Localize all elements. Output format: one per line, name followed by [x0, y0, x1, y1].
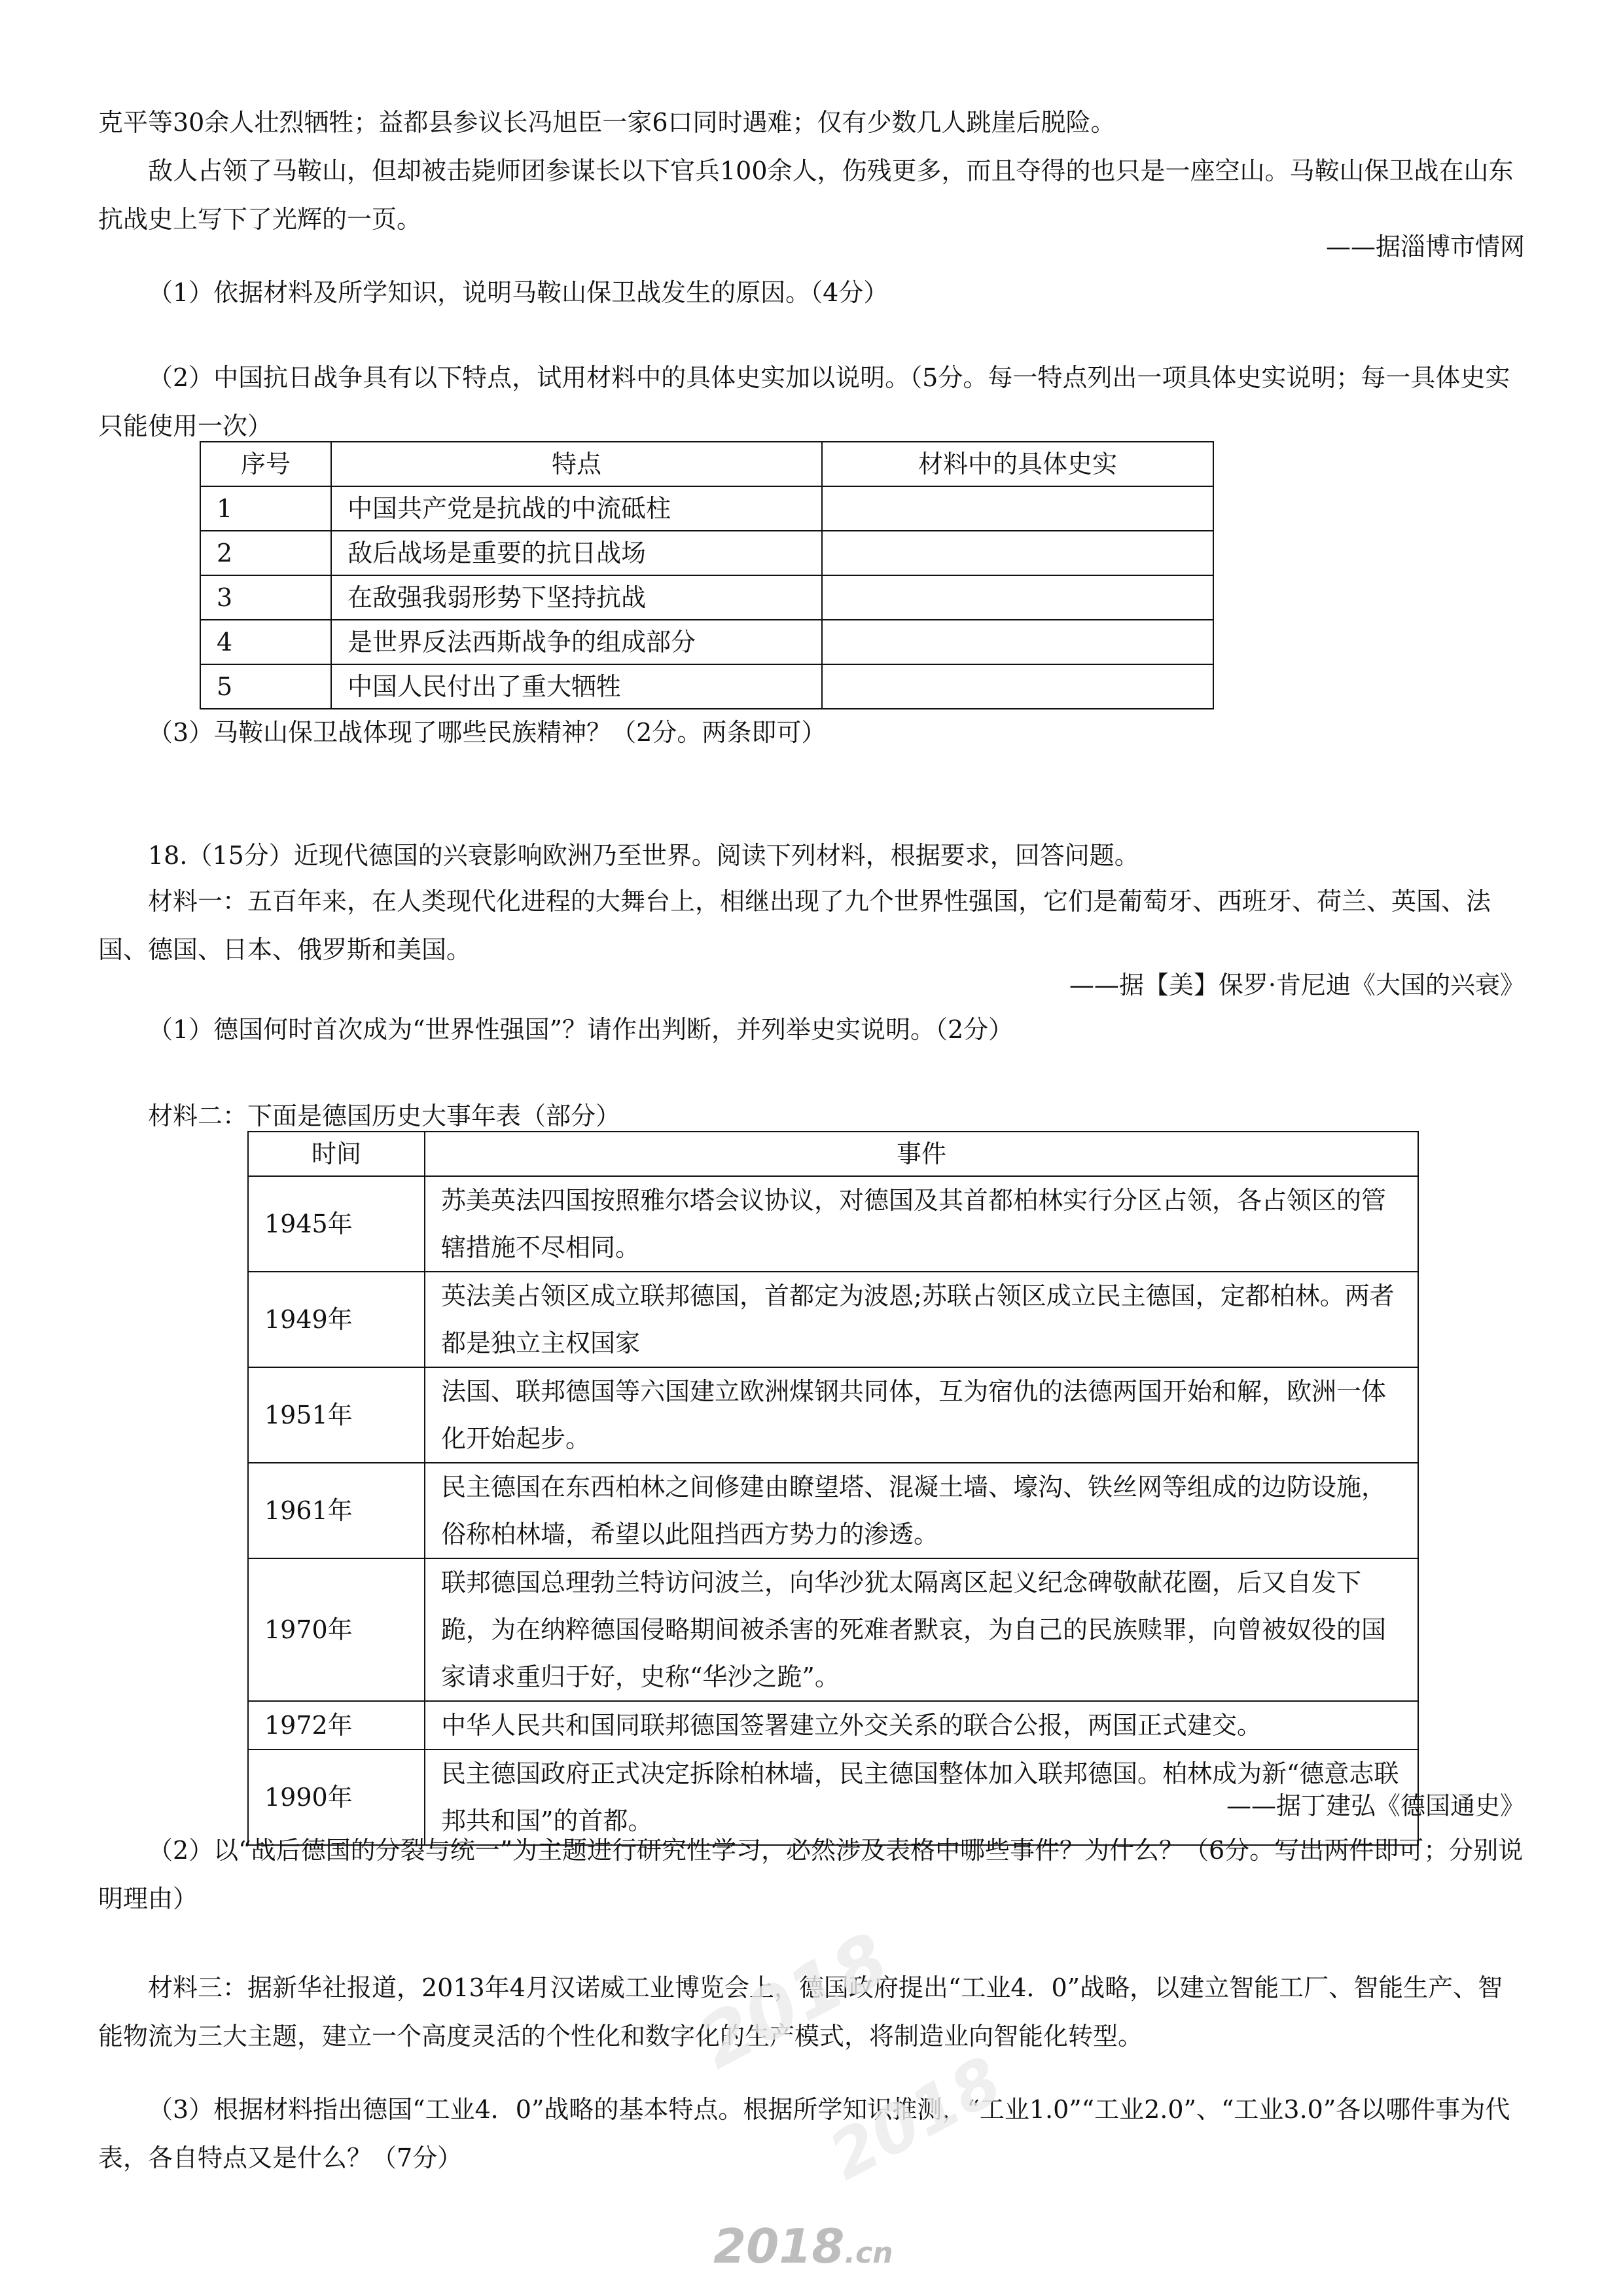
table-header-row [200, 442, 1213, 486]
table-row [248, 1272, 1418, 1367]
answer-cell [822, 531, 1213, 575]
row-feature: 是世界反法西斯战争的组成部分 [331, 620, 822, 664]
row-event: 苏美英法四国按照雅尔塔会议协议，对德国及其首都柏林实行分区占领，各占领区的管辖措施不尽相同。 [425, 1176, 1418, 1272]
row-index: 5 [200, 664, 331, 709]
logo-suffix: .cn [844, 2236, 893, 2270]
header-feature: 特点 [331, 442, 822, 486]
material-two: 材料二：下面是德国历史大事年表（部分） [148, 1102, 621, 1130]
question-18-title: 18.（15分）近现代德国的兴衰影响欧洲乃至世界。阅读下列材料，根据要求，回答问题。 [148, 841, 1139, 870]
table-row [248, 1701, 1418, 1749]
material-one-source: ——据【美】保罗·肯尼迪《大国的兴衰》 [1069, 971, 1525, 999]
answer-cell [822, 620, 1213, 664]
row-year: 1945年 [248, 1176, 425, 1272]
header-index: 序号 [200, 442, 331, 486]
row-year: 1951年 [248, 1367, 425, 1463]
table-row [200, 575, 1213, 620]
footer-logo [713, 2219, 893, 2278]
chronology-table [247, 1131, 1419, 1846]
watermark: 2018 [817, 2041, 1014, 2195]
question-18-3: （3）根据材料指出德国“工业4．0”战略的基本特点。根据所学知识推测，“工业1.0”“工业2.0”、“工业3.0”各以哪件事为代表，各自特点又是什么？（7分） [98, 2095, 1510, 2172]
row-event: 民主德国政府正式决定拆除柏林墙，民主德国整体加入联邦德国。柏林成为新“德意志联邦共和国”的首都。 [425, 1749, 1418, 1845]
question-1: （1）依据材料及所学知识，说明马鞍山保卫战发生的原因。（4分） [148, 278, 889, 307]
question-3: （3）马鞍山保卫战体现了哪些民族精神？（2分。两条即可） [148, 718, 827, 747]
table-header-row [248, 1132, 1418, 1176]
row-feature: 中国人民付出了重大牺牲 [331, 664, 822, 709]
table-row [248, 1176, 1418, 1272]
row-year: 1949年 [248, 1272, 425, 1367]
material-one: 材料一：五百年来，在人类现代化进程的大舞台上，相继出现了九个世界性强国，它们是葡萄牙、西班牙、荷兰、英国、法国、德国、日本、俄罗斯和美国。 [98, 887, 1491, 964]
table-row [248, 1463, 1418, 1558]
row-feature: 在敌强我弱形势下坚持抗战 [331, 575, 822, 620]
material-line-2: 敌人占领了马鞍山，但却被击毙师团参谋长以下官兵100余人，伤残更多，而且夺得的也只是一座空山。马鞍山保卫战在山东抗战史上写下了光辉的一页。 [98, 156, 1514, 234]
row-index: 4 [200, 620, 331, 664]
source-citation: ——据淄博市情网 [1325, 232, 1525, 261]
header-time: 时间 [248, 1132, 425, 1176]
row-feature: 敌后战场是重要的抗日战场 [331, 531, 822, 575]
table-row [248, 1367, 1418, 1463]
header-fact: 材料中的具体史实 [822, 442, 1213, 486]
logo-text: 2018 [713, 2219, 845, 2274]
table-row [200, 486, 1213, 531]
material-three: 材料三：据新华社报道，2013年4月汉诺威工业博览会上，德国政府提出“工业4．0”战略，以建立智能工厂、智能生产、智能物流为三大主题，建立一个高度灵活的个性化和数字化的生产模式，将制造业向智能化转型。 [98, 1973, 1503, 2051]
answer-cell [822, 664, 1213, 709]
question-2: （2）中国抗日战争具有以下特点，试用材料中的具体史实加以说明。（5分。每一特点列出一项具体史实说明；每一具体史实只能使用一次） [98, 363, 1510, 440]
row-event: 民主德国在东西柏林之间修建由瞭望塔、混凝土墙、壕沟、铁丝网等组成的边防设施，俗称柏林墙，希望以此阻挡西方势力的渗透。 [425, 1463, 1418, 1558]
row-index: 3 [200, 575, 331, 620]
table-row [200, 531, 1213, 575]
table-row [248, 1558, 1418, 1701]
row-index: 2 [200, 531, 331, 575]
answer-cell [822, 575, 1213, 620]
material-two-source: ——据丁建弘《德国通史》 [1226, 1791, 1525, 1820]
row-year: 1970年 [248, 1558, 425, 1701]
row-event: 联邦德国总理勃兰特访问波兰，向华沙犹太隔离区起义纪念碑敬献花圈，后又自发下跪，为在纳粹德国侵略期间被杀害的死难者默哀，为自己的民族赎罪，向曾被奴役的国家请求重归于好，史称“华沙之跪”。 [425, 1558, 1418, 1701]
table-row [200, 620, 1213, 664]
row-feature: 中国共产党是抗战的中流砥柱 [331, 486, 822, 531]
row-year: 1972年 [248, 1701, 425, 1749]
question-18-1: （1）德国何时首次成为“世界性强国”？请作出判断，并列举史实说明。（2分） [148, 1015, 1014, 1044]
row-year: 1961年 [248, 1463, 425, 1558]
row-year: 1990年 [248, 1749, 425, 1845]
row-event: 法国、联邦德国等六国建立欧洲煤钢共同体，互为宿仇的法德两国开始和解，欧洲一体化开始起步。 [425, 1367, 1418, 1463]
question-18-2: （2）以“战后德国的分裂与统一”为主题进行研究性学习，必然涉及表格中哪些事件？为什么？（6分。写出两件即可；分别说明理由） [98, 1836, 1524, 1913]
row-index: 1 [200, 486, 331, 531]
header-event: 事件 [425, 1132, 1418, 1176]
watermark: 2018 [685, 1916, 902, 2085]
answer-cell [822, 486, 1213, 531]
material-line-1: 克平等30余人壮烈牺牲；益都县参议长冯旭臣一家6口同时遇难；仅有少数几人跳崖后脱险。 [98, 108, 1116, 137]
features-table [200, 441, 1214, 709]
table-row [200, 664, 1213, 709]
row-event: 英法美占领区成立联邦德国，首都定为波恩;苏联占领区成立民主德国，定都柏林。两者都是独立主权国家 [425, 1272, 1418, 1367]
row-event: 中华人民共和国同联邦德国签署建立外交关系的联合公报，两国正式建交。 [425, 1701, 1418, 1749]
